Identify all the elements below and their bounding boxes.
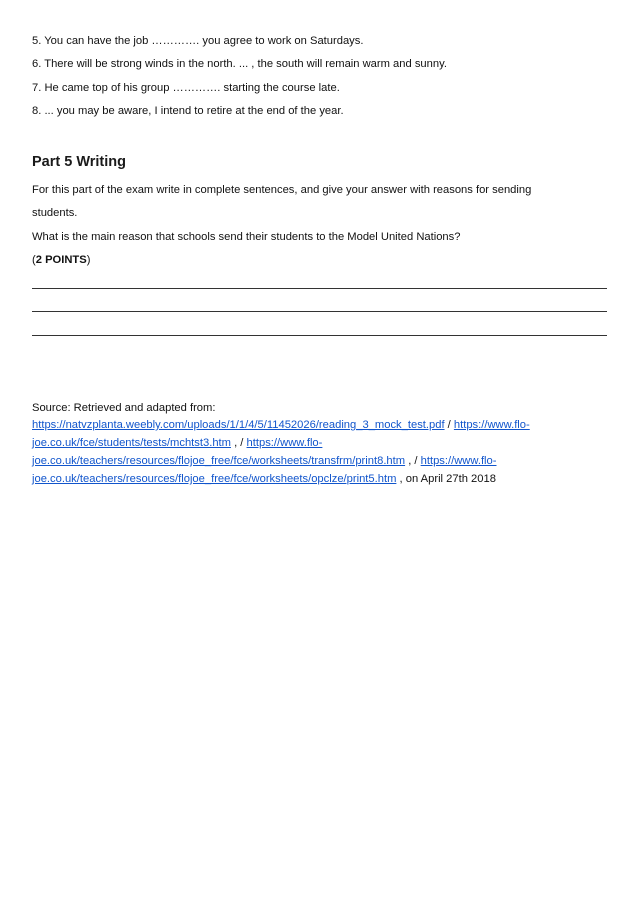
source-link-4-cont[interactable]: joe.co.uk/teachers/resources/flojoe_free/fce/worksheets/opclze/print5.htm [32,473,397,485]
source-label: Source: Retrieved and adapted from: [32,402,216,414]
exercise-item-6: 6. There will be strong winds in the north. ... , the south will remain warm and sunny. [32,58,447,70]
section-heading: Part 5 Writing [32,154,126,170]
writing-question: What is the main reason that schools send their students to the Model United Nations? [32,231,461,243]
instruction-line-2: students. [32,207,78,219]
points-close: ) [86,254,91,266]
separator: , / [405,455,421,467]
separator: , / [230,437,247,449]
source-line-4 [32,472,496,486]
source-line-1 [32,418,530,432]
source-date: , on April 27th 2018 [396,473,496,485]
source-link-2-cont[interactable]: joe.co.uk/fce/students/tests/mchtst3.htm [32,437,231,449]
answer-line-1[interactable] [32,288,607,289]
source-link-4[interactable]: https://www.flo- [420,455,497,467]
answer-line-2[interactable] [32,311,607,312]
source-link-3[interactable]: https://www.flo- [246,437,323,449]
source-line-3 [32,454,497,468]
instruction-line-1: For this part of the exam write in complete sentences, and give your answer with reasons for sending [32,184,532,196]
exercise-item-5: 5. You can have the job …………. you agree to work on Saturdays. [32,35,364,47]
exercise-item-7: 7. He came top of his group …………. starting the course late. [32,82,340,94]
source-link-1[interactable]: https://natvzplanta.weebly.com/uploads/1/1/4/5/11452026/reading_3_mock_test.pdf [32,419,445,431]
points-value: 2 POINTS [35,254,87,266]
points-open: ( [32,254,36,266]
exercise-item-8: 8. ... you may be aware, I intend to retire at the end of the year. [32,105,344,117]
source-link-3-cont[interactable]: joe.co.uk/teachers/resources/flojoe_free/fce/worksheets/transfrm/print8.htm [32,455,406,467]
source-line-2 [32,436,322,450]
separator: / [444,419,454,431]
answer-line-3[interactable] [32,335,607,336]
points-label [32,253,90,267]
source-link-2[interactable]: https://www.flo- [453,419,530,431]
